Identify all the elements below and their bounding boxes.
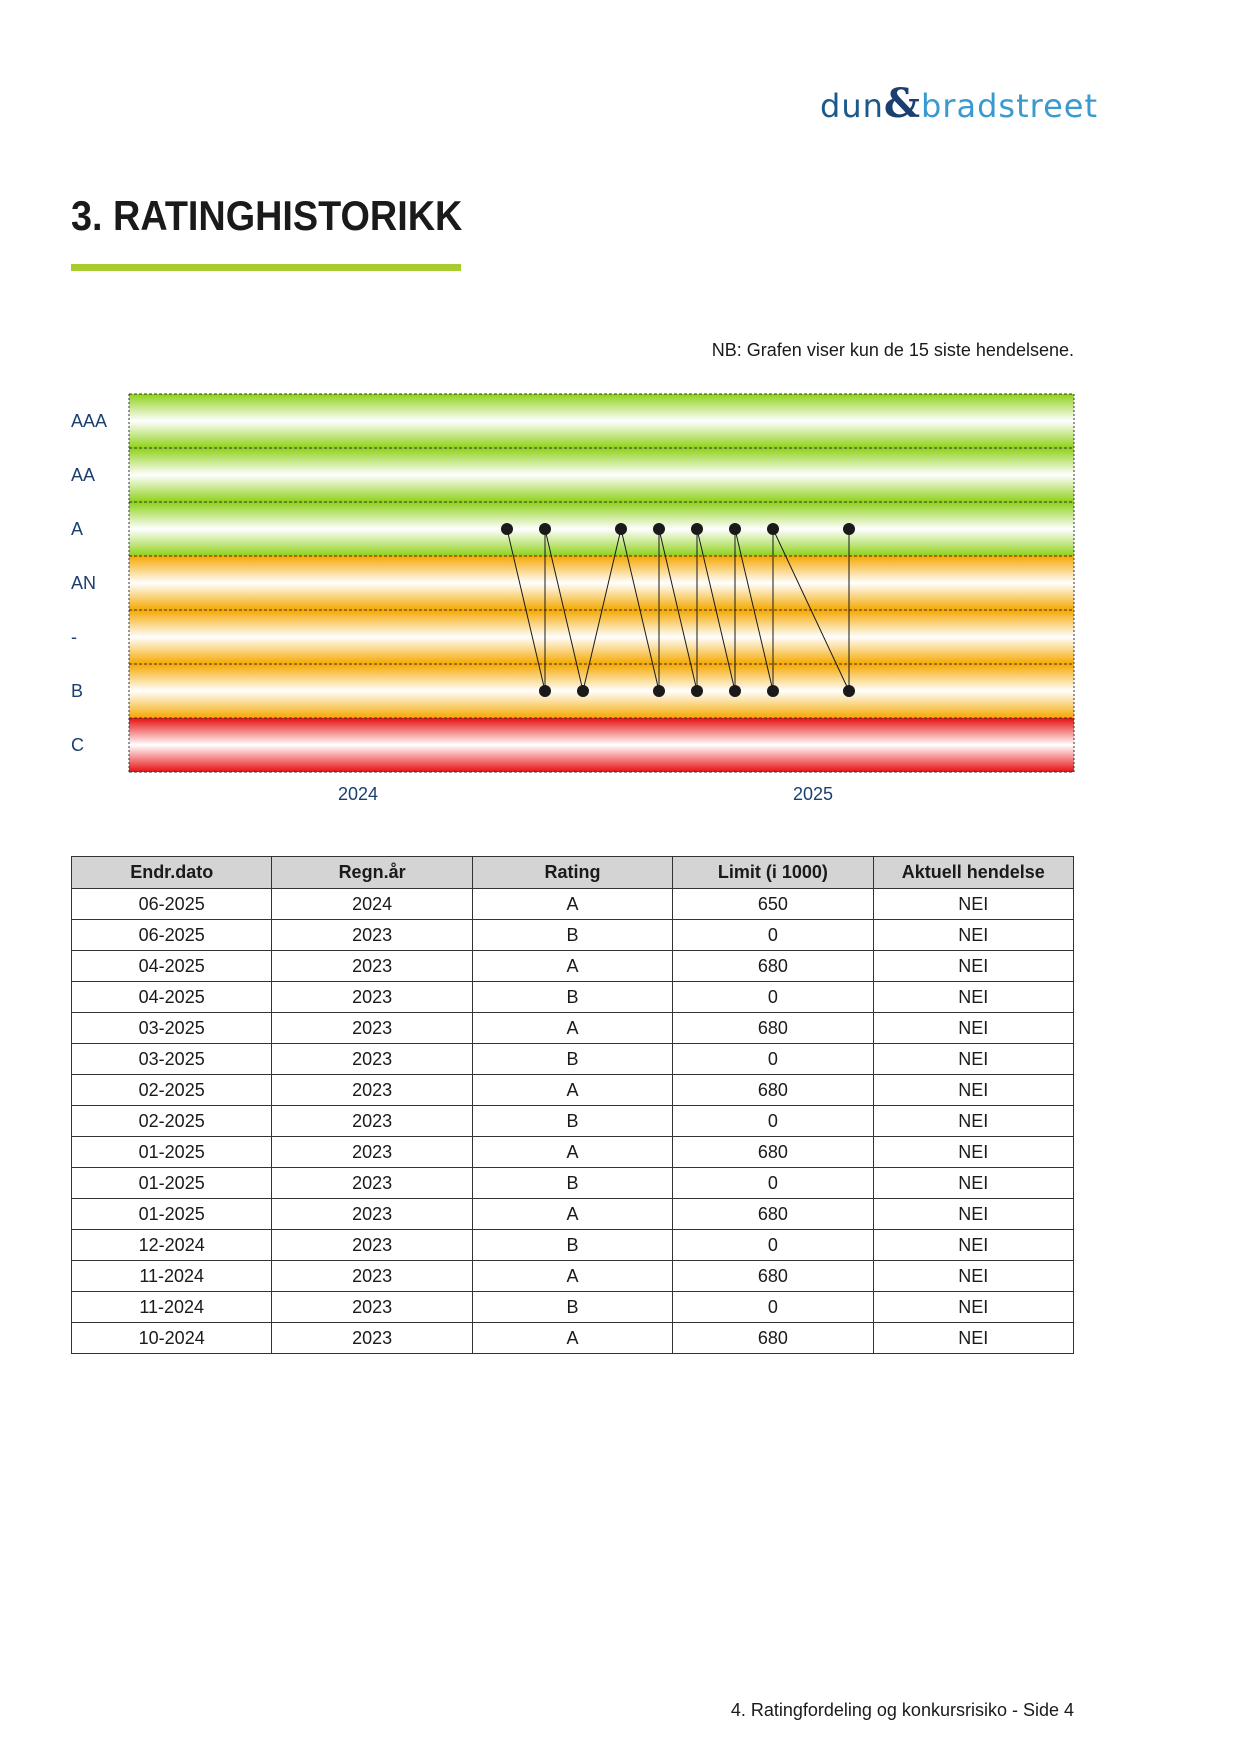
table-cell: 0 <box>673 982 873 1013</box>
table-cell: 11-2024 <box>72 1261 272 1292</box>
table-cell: B <box>472 1106 672 1137</box>
table-cell: NEI <box>873 1013 1073 1044</box>
table-cell: 01-2025 <box>72 1168 272 1199</box>
table-cell: NEI <box>873 1199 1073 1230</box>
table-cell: 0 <box>673 920 873 951</box>
table-cell: NEI <box>873 1292 1073 1323</box>
table-cell: 06-2025 <box>72 920 272 951</box>
table-cell: 2023 <box>272 951 472 982</box>
table-cell: 12-2024 <box>72 1230 272 1261</box>
column-header: Regn.år <box>272 857 472 889</box>
table-row <box>72 1292 1074 1323</box>
table-cell: NEI <box>873 951 1073 982</box>
table-row <box>72 1230 1074 1261</box>
table-row <box>72 951 1074 982</box>
y-tick-label: AAA <box>71 411 108 431</box>
table-cell: 11-2024 <box>72 1292 272 1323</box>
table-cell: 04-2025 <box>72 951 272 982</box>
table-cell: 680 <box>673 1261 873 1292</box>
table-cell: B <box>472 1292 672 1323</box>
table-cell: NEI <box>873 1075 1073 1106</box>
table-cell: NEI <box>873 1261 1073 1292</box>
table-head <box>72 857 1074 889</box>
table-cell: NEI <box>873 920 1073 951</box>
table-row <box>72 1323 1074 1354</box>
band-b <box>129 664 1074 718</box>
y-tick-label: AN <box>71 573 97 593</box>
table-row <box>72 1044 1074 1075</box>
page-title: 3. RATINGHISTORIKK <box>71 192 463 239</box>
column-header: Endr.dato <box>72 857 272 889</box>
table-row <box>72 920 1074 951</box>
table-cell: 680 <box>673 1075 873 1106</box>
data-point <box>539 685 551 697</box>
table-cell: 680 <box>673 1199 873 1230</box>
data-point <box>729 523 741 535</box>
table-cell: 2023 <box>272 1230 472 1261</box>
table-cell: 06-2025 <box>72 889 272 920</box>
data-point <box>691 685 703 697</box>
table-cell: 01-2025 <box>72 1199 272 1230</box>
table-cell: A <box>472 889 672 920</box>
table-cell: A <box>472 1013 672 1044</box>
table-cell: B <box>472 1044 672 1075</box>
column-header: Aktuell hendelse <box>873 857 1073 889</box>
x-tick-label: 2024 <box>337 784 379 804</box>
table-cell: A <box>472 1137 672 1168</box>
table-cell: B <box>472 982 672 1013</box>
column-header: Limit (i 1000) <box>673 857 873 889</box>
table-cell: B <box>472 1168 672 1199</box>
table-cell: 680 <box>673 1013 873 1044</box>
chart-note: NB: Grafen viser kun de 15 siste hendelsene. <box>711 340 1074 360</box>
table-cell: NEI <box>873 1044 1073 1075</box>
logo-text-bradstreet: bradstreet <box>921 87 1098 125</box>
table-cell: 0 <box>673 1230 873 1261</box>
band-an <box>129 556 1074 610</box>
title-underline <box>71 264 461 271</box>
table-row <box>72 1137 1074 1168</box>
data-point <box>767 523 779 535</box>
table-cell: 04-2025 <box>72 982 272 1013</box>
data-point <box>729 685 741 697</box>
table-cell: A <box>472 1261 672 1292</box>
data-point <box>501 523 513 535</box>
table-cell: 03-2025 <box>72 1044 272 1075</box>
table-row <box>72 1106 1074 1137</box>
data-point <box>843 685 855 697</box>
table-cell: 01-2025 <box>72 1137 272 1168</box>
data-point <box>843 523 855 535</box>
table-cell: B <box>472 920 672 951</box>
table-cell: B <box>472 1230 672 1261</box>
table-cell: NEI <box>873 1106 1073 1137</box>
table-cell: 2023 <box>272 1261 472 1292</box>
table-cell: 2024 <box>272 889 472 920</box>
band-aa <box>129 448 1074 502</box>
y-tick-label: A <box>71 519 84 539</box>
table-cell: NEI <box>873 889 1073 920</box>
data-point <box>615 523 627 535</box>
table-cell: A <box>472 951 672 982</box>
table-row <box>72 1168 1074 1199</box>
logo-text-dun: dun <box>820 87 884 125</box>
data-point <box>691 523 703 535</box>
table-row <box>72 982 1074 1013</box>
table-cell: 650 <box>673 889 873 920</box>
table-cell: 2023 <box>272 1013 472 1044</box>
table-row <box>72 1199 1074 1230</box>
rating-history-table <box>71 856 1074 1354</box>
table-cell: NEI <box>873 982 1073 1013</box>
table-cell: A <box>472 1075 672 1106</box>
table-row <box>72 1075 1074 1106</box>
table-cell: 2023 <box>272 1323 472 1354</box>
table-row <box>72 889 1074 920</box>
table-cell: 03-2025 <box>72 1013 272 1044</box>
table-cell: 0 <box>673 1168 873 1199</box>
data-point <box>577 685 589 697</box>
table-cell: 0 <box>673 1292 873 1323</box>
table-cell: NEI <box>873 1230 1073 1261</box>
column-header: Rating <box>472 857 672 889</box>
x-tick-label: 2025 <box>792 784 834 804</box>
table-cell: 2023 <box>272 982 472 1013</box>
rating-history-chart <box>60 380 1080 820</box>
y-tick-label: - <box>71 627 77 647</box>
table-row <box>72 1261 1074 1292</box>
data-point <box>539 523 551 535</box>
table-cell: 2023 <box>272 1106 472 1137</box>
table-cell: 680 <box>673 1323 873 1354</box>
table-cell: 0 <box>673 1106 873 1137</box>
table-cell: 2023 <box>272 1292 472 1323</box>
table-cell: 2023 <box>272 1168 472 1199</box>
page-footer: 4. Ratingfordeling og konkursrisiko - Side 4 <box>730 1700 1074 1720</box>
table-cell: 0 <box>673 1044 873 1075</box>
band-aaa <box>129 394 1074 448</box>
data-point <box>767 685 779 697</box>
table-cell: 10-2024 <box>72 1323 272 1354</box>
table-cell: 02-2025 <box>72 1106 272 1137</box>
y-tick-label: C <box>71 735 84 755</box>
table-cell: 680 <box>673 951 873 982</box>
table-cell: 2023 <box>272 1044 472 1075</box>
table-cell: NEI <box>873 1137 1073 1168</box>
table-cell: NEI <box>873 1168 1073 1199</box>
band-dash <box>129 610 1074 664</box>
data-point <box>653 685 665 697</box>
dun-bradstreet-logo <box>820 80 1098 127</box>
table-cell: 02-2025 <box>72 1075 272 1106</box>
table-body <box>72 889 1074 1354</box>
table-cell: 680 <box>673 1137 873 1168</box>
table-cell: NEI <box>873 1323 1073 1354</box>
table-row <box>72 1013 1074 1044</box>
y-tick-label: B <box>71 681 84 701</box>
data-point <box>653 523 665 535</box>
table-cell: 2023 <box>272 1137 472 1168</box>
band-c <box>129 718 1074 772</box>
table-cell: 2023 <box>272 920 472 951</box>
band-a <box>129 502 1074 556</box>
table-header-row <box>72 857 1074 889</box>
table-cell: 2023 <box>272 1075 472 1106</box>
logo-ampersand: & <box>883 80 921 127</box>
table-cell: A <box>472 1199 672 1230</box>
table-cell: 2023 <box>272 1199 472 1230</box>
y-tick-label: AA <box>71 465 96 485</box>
table-cell: A <box>472 1323 672 1354</box>
